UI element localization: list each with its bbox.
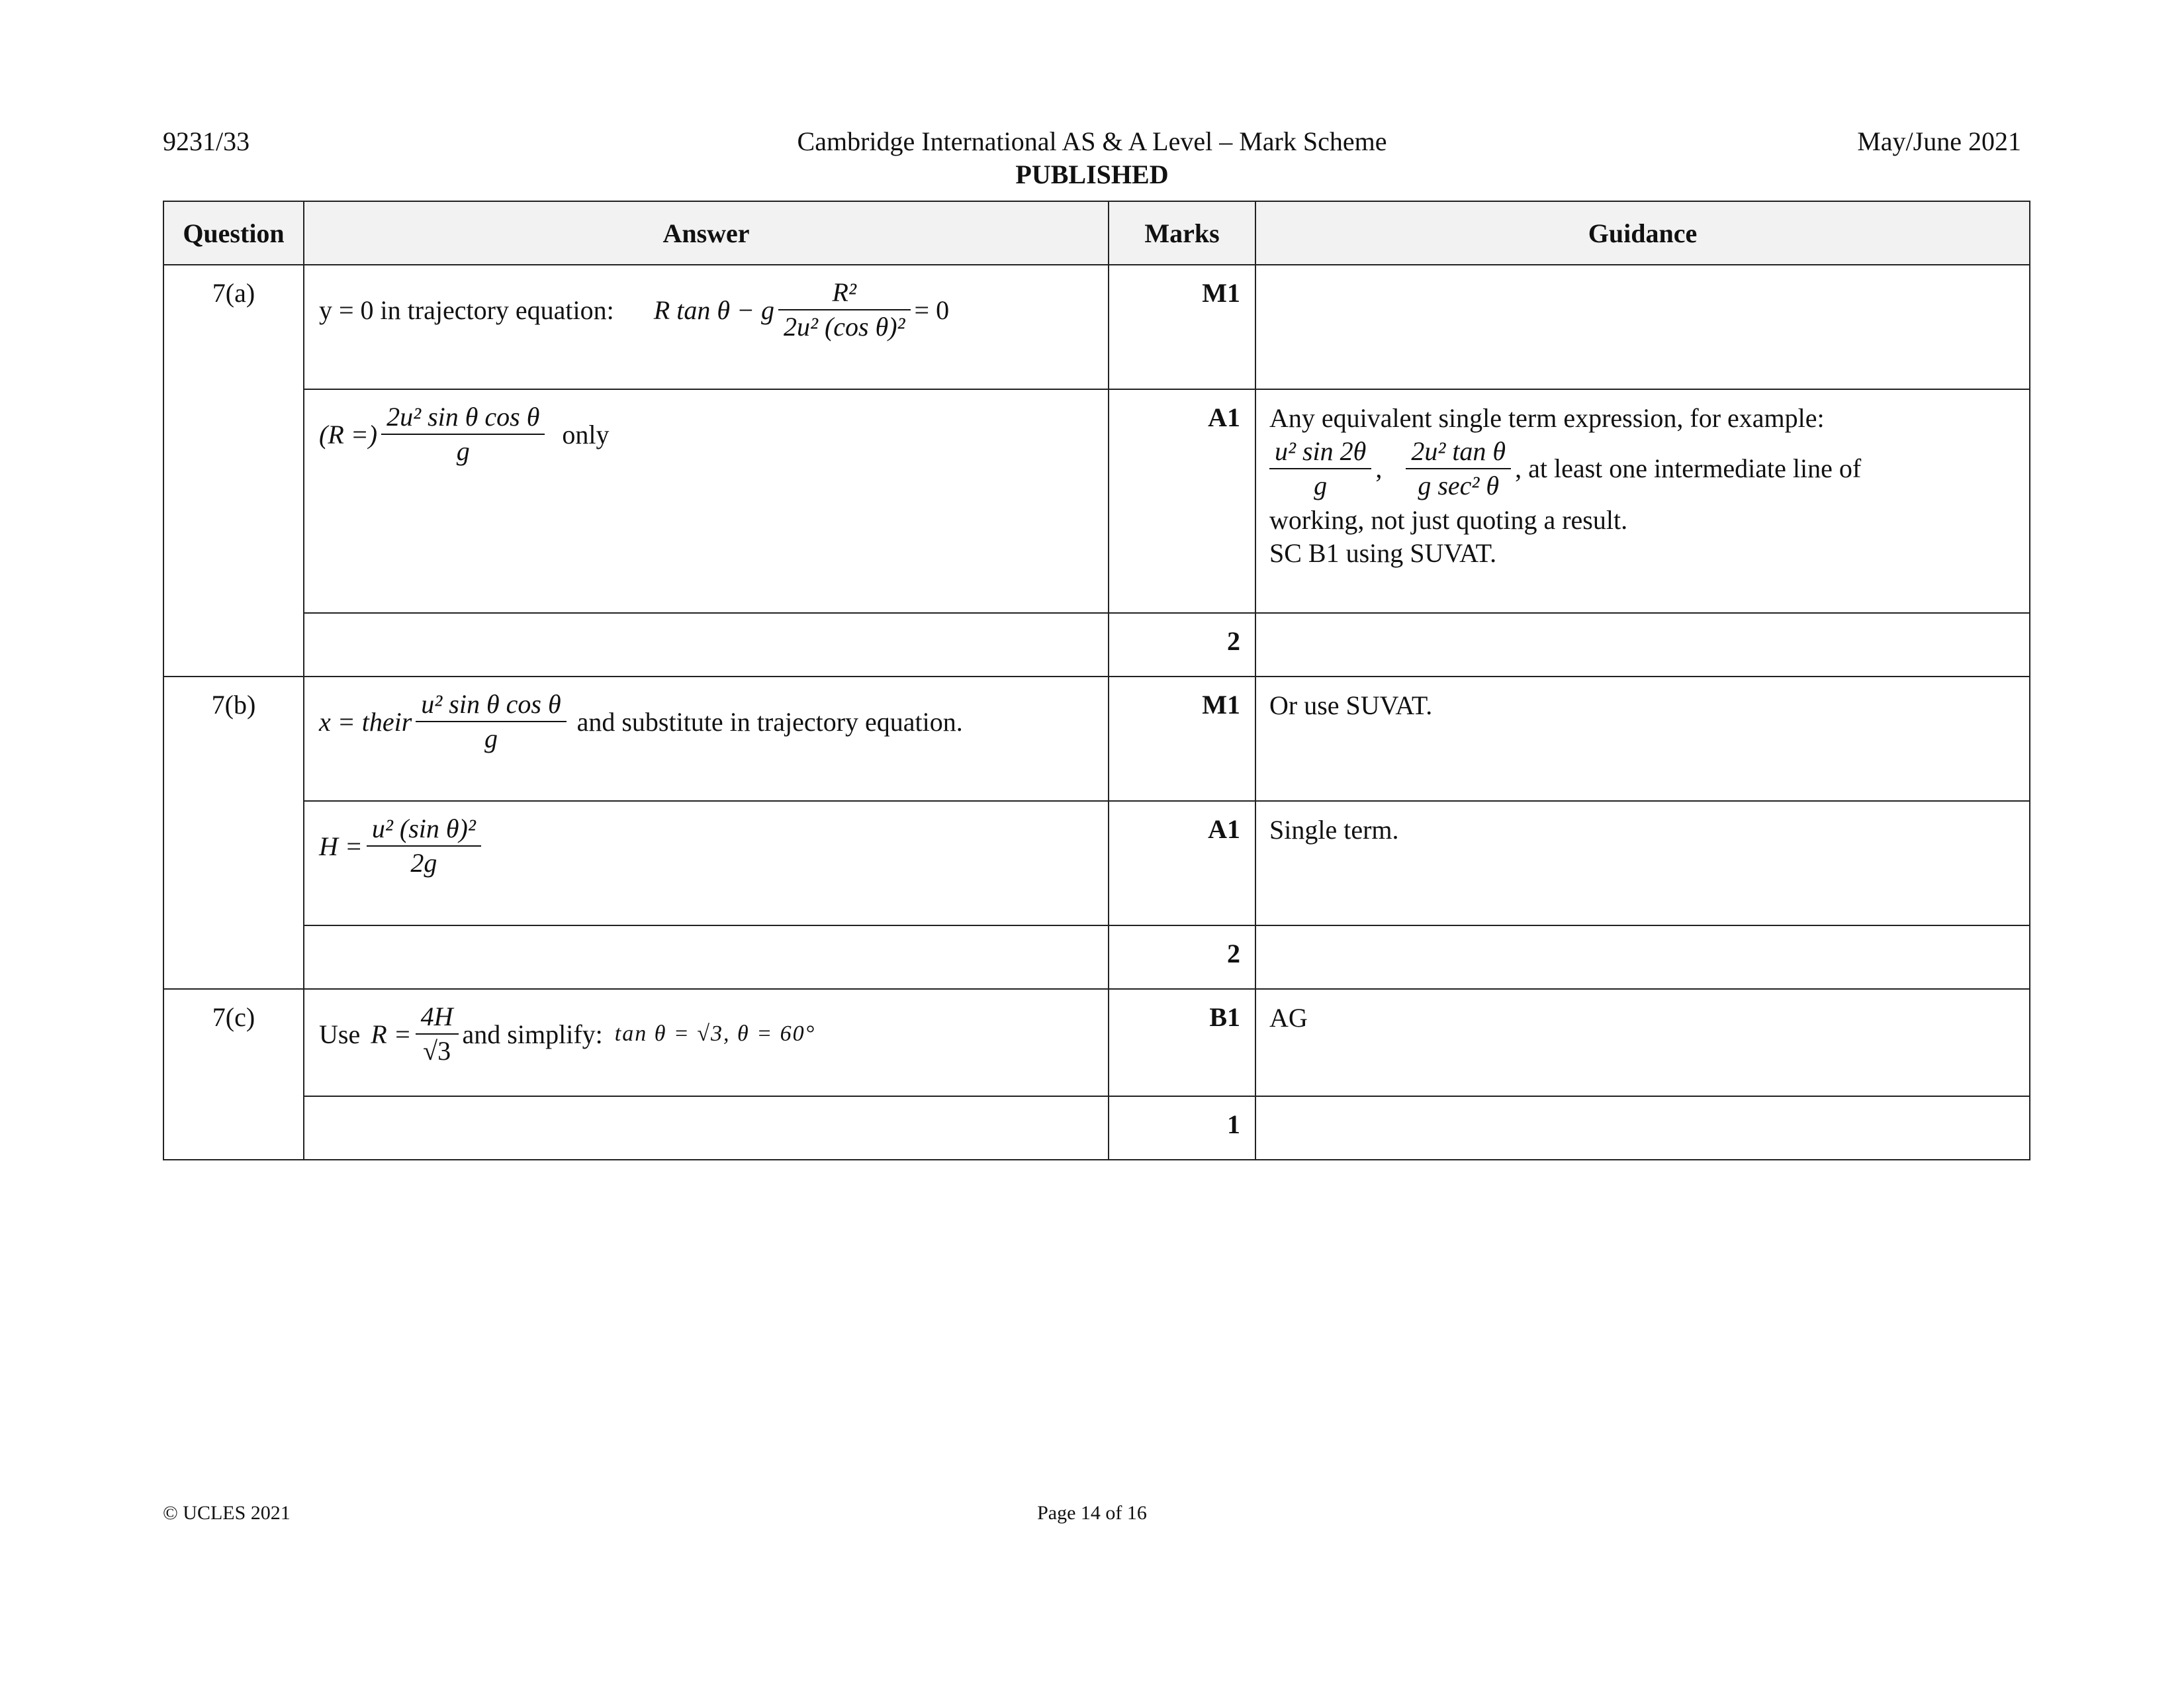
guidance-cell bbox=[1255, 677, 2030, 801]
answer-text: only bbox=[562, 419, 610, 449]
answer-cell bbox=[304, 1096, 1109, 1160]
total-marks: 1 bbox=[1109, 1096, 1255, 1160]
answer-math: = 0 bbox=[914, 295, 950, 325]
table-row bbox=[163, 1096, 2030, 1160]
answer-math: x = their bbox=[319, 706, 412, 737]
column-header-answer: Answer bbox=[304, 201, 1109, 265]
total-marks: 2 bbox=[1109, 925, 1255, 989]
fraction bbox=[367, 814, 481, 878]
guidance-text: working, not just quoting a result. bbox=[1269, 505, 1628, 535]
fraction-numerator: u² sin 2θ bbox=[1269, 436, 1371, 469]
guidance-cell bbox=[1255, 265, 2030, 389]
fraction bbox=[1406, 436, 1511, 501]
fraction-denominator: g bbox=[484, 724, 498, 753]
answer-cell bbox=[304, 265, 1109, 389]
column-header-marks: Marks bbox=[1109, 201, 1255, 265]
fraction-numerator: 4H bbox=[416, 1002, 459, 1035]
answer-text: and simplify: bbox=[462, 1019, 603, 1049]
fraction-denominator: g bbox=[1314, 471, 1328, 500]
guidance-cell bbox=[1255, 613, 2030, 677]
table-header-row bbox=[163, 201, 2030, 265]
answer-cell bbox=[304, 925, 1109, 989]
guidance-cell bbox=[1255, 925, 2030, 989]
fraction bbox=[778, 277, 911, 342]
table-row bbox=[163, 989, 2030, 1096]
guidance-cell bbox=[1255, 1096, 2030, 1160]
fraction bbox=[1269, 436, 1371, 501]
page-number: Page 14 of 16 bbox=[1037, 1502, 1147, 1524]
answer-cell bbox=[304, 801, 1109, 925]
published-label: PUBLISHED bbox=[1015, 160, 1169, 189]
guidance-text: Any equivalent single term expression, for example: bbox=[1269, 403, 1825, 433]
column-header-guidance: Guidance bbox=[1255, 201, 2030, 265]
fraction-numerator: 2u² sin θ cos θ bbox=[381, 402, 545, 435]
fraction bbox=[416, 689, 566, 754]
table-row bbox=[163, 801, 2030, 925]
answer-math: R = bbox=[371, 1019, 412, 1049]
fraction-denominator: √3 bbox=[423, 1036, 451, 1066]
answer-text: Use bbox=[319, 1019, 361, 1049]
guidance-text: SC B1 using SUVAT. bbox=[1269, 538, 1497, 568]
question-label: 7(b) bbox=[163, 677, 304, 989]
answer-text: and substitute in trajectory equation. bbox=[576, 706, 963, 737]
guidance-text: , bbox=[1375, 453, 1383, 483]
answer-math: (R =) bbox=[319, 419, 378, 449]
exam-session: May/June 2021 bbox=[1857, 126, 2021, 156]
fraction-denominator: 2g bbox=[410, 848, 437, 878]
table-row bbox=[163, 925, 2030, 989]
fraction-denominator: g bbox=[456, 436, 470, 466]
copyright: © UCLES 2021 bbox=[163, 1502, 291, 1524]
fraction-numerator: u² (sin θ)² bbox=[367, 814, 481, 847]
answer-cell bbox=[304, 389, 1109, 613]
mark-cell: M1 bbox=[1109, 265, 1255, 389]
guidance-cell bbox=[1255, 989, 2030, 1096]
table-row bbox=[163, 677, 2030, 801]
question-label: 7(a) bbox=[163, 265, 304, 677]
table-row bbox=[163, 389, 2030, 613]
answer-cell bbox=[304, 989, 1109, 1096]
fraction-numerator: 2u² tan θ bbox=[1406, 436, 1511, 469]
fraction-denominator: 2u² (cos θ)² bbox=[783, 312, 905, 342]
mark-cell: A1 bbox=[1109, 389, 1255, 613]
table-row bbox=[163, 265, 2030, 389]
guidance-text: Or use SUVAT. bbox=[1269, 690, 1433, 720]
guidance-text: Single term. bbox=[1269, 815, 1399, 845]
fraction-numerator: u² sin θ cos θ bbox=[416, 689, 566, 722]
answer-math: R tan θ − g bbox=[653, 295, 774, 325]
mark-cell: M1 bbox=[1109, 677, 1255, 801]
answer-cell bbox=[304, 613, 1109, 677]
document-code: 9231/33 bbox=[163, 126, 250, 156]
question-label: 7(c) bbox=[163, 989, 304, 1160]
guidance-text: AG bbox=[1269, 1003, 1308, 1033]
mark-scheme-table bbox=[163, 201, 2030, 1160]
fraction-numerator: R² bbox=[778, 277, 911, 310]
fraction-denominator: g sec² θ bbox=[1418, 471, 1500, 500]
guidance-cell bbox=[1255, 801, 2030, 925]
mark-cell: A1 bbox=[1109, 801, 1255, 925]
guidance-text: , at least one intermediate line of bbox=[1515, 453, 1862, 483]
mark-cell: B1 bbox=[1109, 989, 1255, 1096]
column-header-question: Question bbox=[163, 201, 304, 265]
fraction bbox=[416, 1002, 459, 1066]
fraction bbox=[381, 402, 545, 467]
guidance-cell bbox=[1255, 389, 2030, 613]
answer-math: H = bbox=[319, 831, 363, 861]
answer-cell bbox=[304, 677, 1109, 801]
answer-math: tan θ = √3, θ = 60° bbox=[614, 1021, 816, 1046]
table-row bbox=[163, 613, 2030, 677]
document-title: Cambridge International AS & A Level – Mark Scheme bbox=[797, 126, 1387, 156]
total-marks: 2 bbox=[1109, 613, 1255, 677]
answer-text: y = 0 in trajectory equation: bbox=[319, 295, 614, 325]
